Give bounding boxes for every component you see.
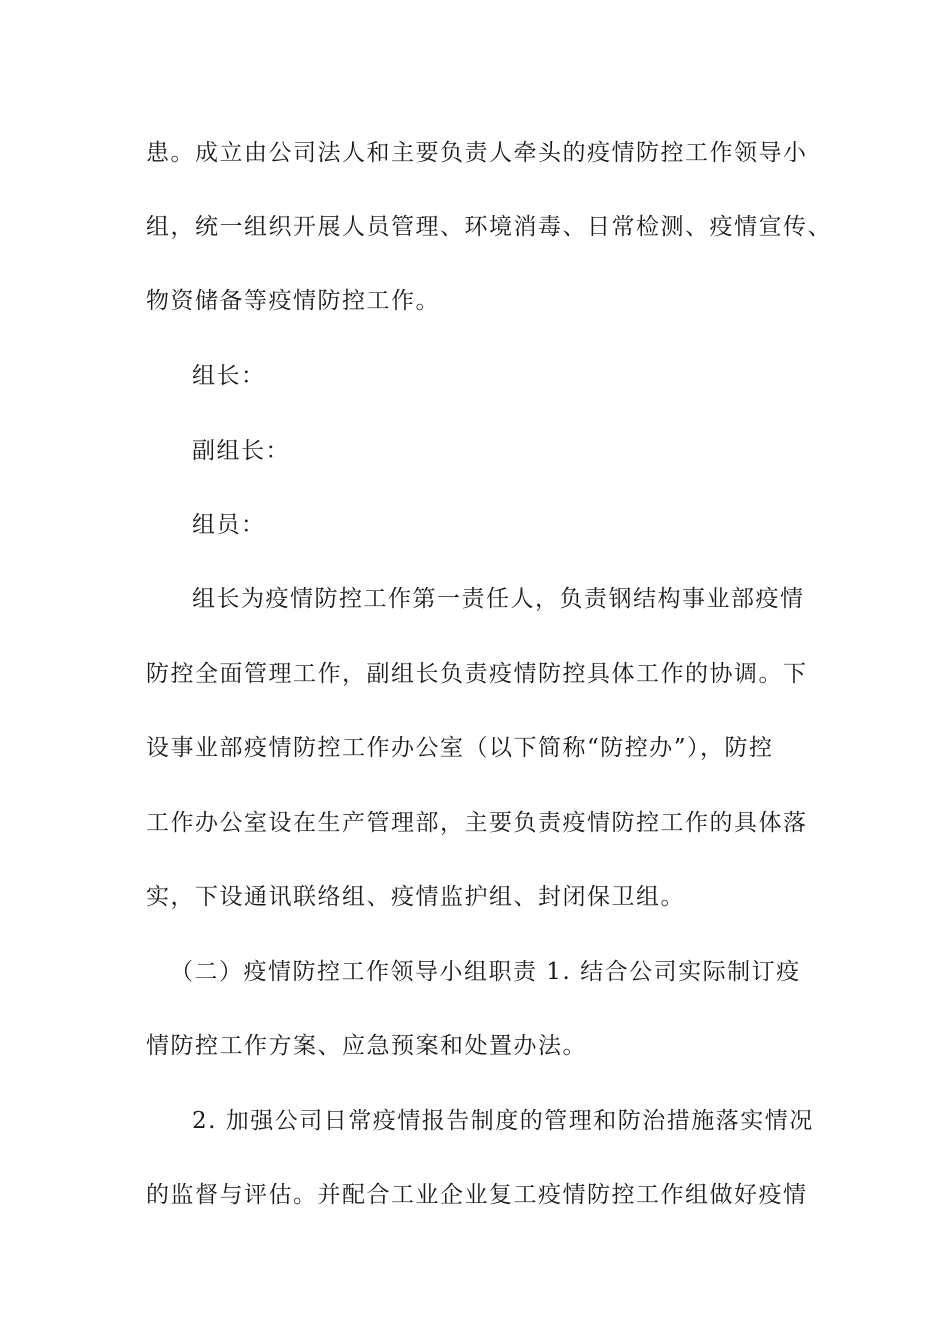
paragraph-line: 情防控工作方案、应急预案和处置办法。 [146, 1033, 587, 1059]
paragraph-line: 防控全面管理工作，副组长负责疫情防控具体工作的协调。下 [146, 661, 808, 687]
paragraph-line: 组，统一组织开展人员管理、环境消毒、日常检测、疫情宣传、 [146, 214, 832, 240]
members-label: 组员： [192, 512, 266, 538]
paragraph-line: 物资储备等疫情防控工作。 [146, 288, 440, 314]
paragraph-line: 实，下设通讯联络组、疫情监护组、封闭保卫组。 [146, 884, 685, 910]
paragraph-line: 工作办公室设在生产管理部，主要负责疫情防控工作的具体落 [146, 810, 808, 836]
deputy-leader-label: 副组长： [192, 438, 290, 464]
paragraph-line: 组长为疫情防控工作第一责任人，负责钢结构事业部疫情 [192, 586, 805, 612]
paragraph-line: 2. 加强公司日常疫情报告制度的管理和防治措施落实情况 [192, 1108, 814, 1134]
paragraph-line: 的监督与评估。并配合工业企业复工疫情防控工作组做好疫情 [146, 1182, 808, 1208]
paragraph-line: 设事业部疫情防控工作办公室（以下简称“防控办”），防控 [146, 735, 774, 761]
group-leader-label: 组长： [192, 363, 266, 389]
section-heading-line: （二）疫情防控工作领导小组职责 1. 结合公司实际制订疫 [170, 959, 801, 985]
paragraph-line: 患。成立由公司法人和主要负责人牵头的疫情防控工作领导小 [146, 140, 808, 166]
